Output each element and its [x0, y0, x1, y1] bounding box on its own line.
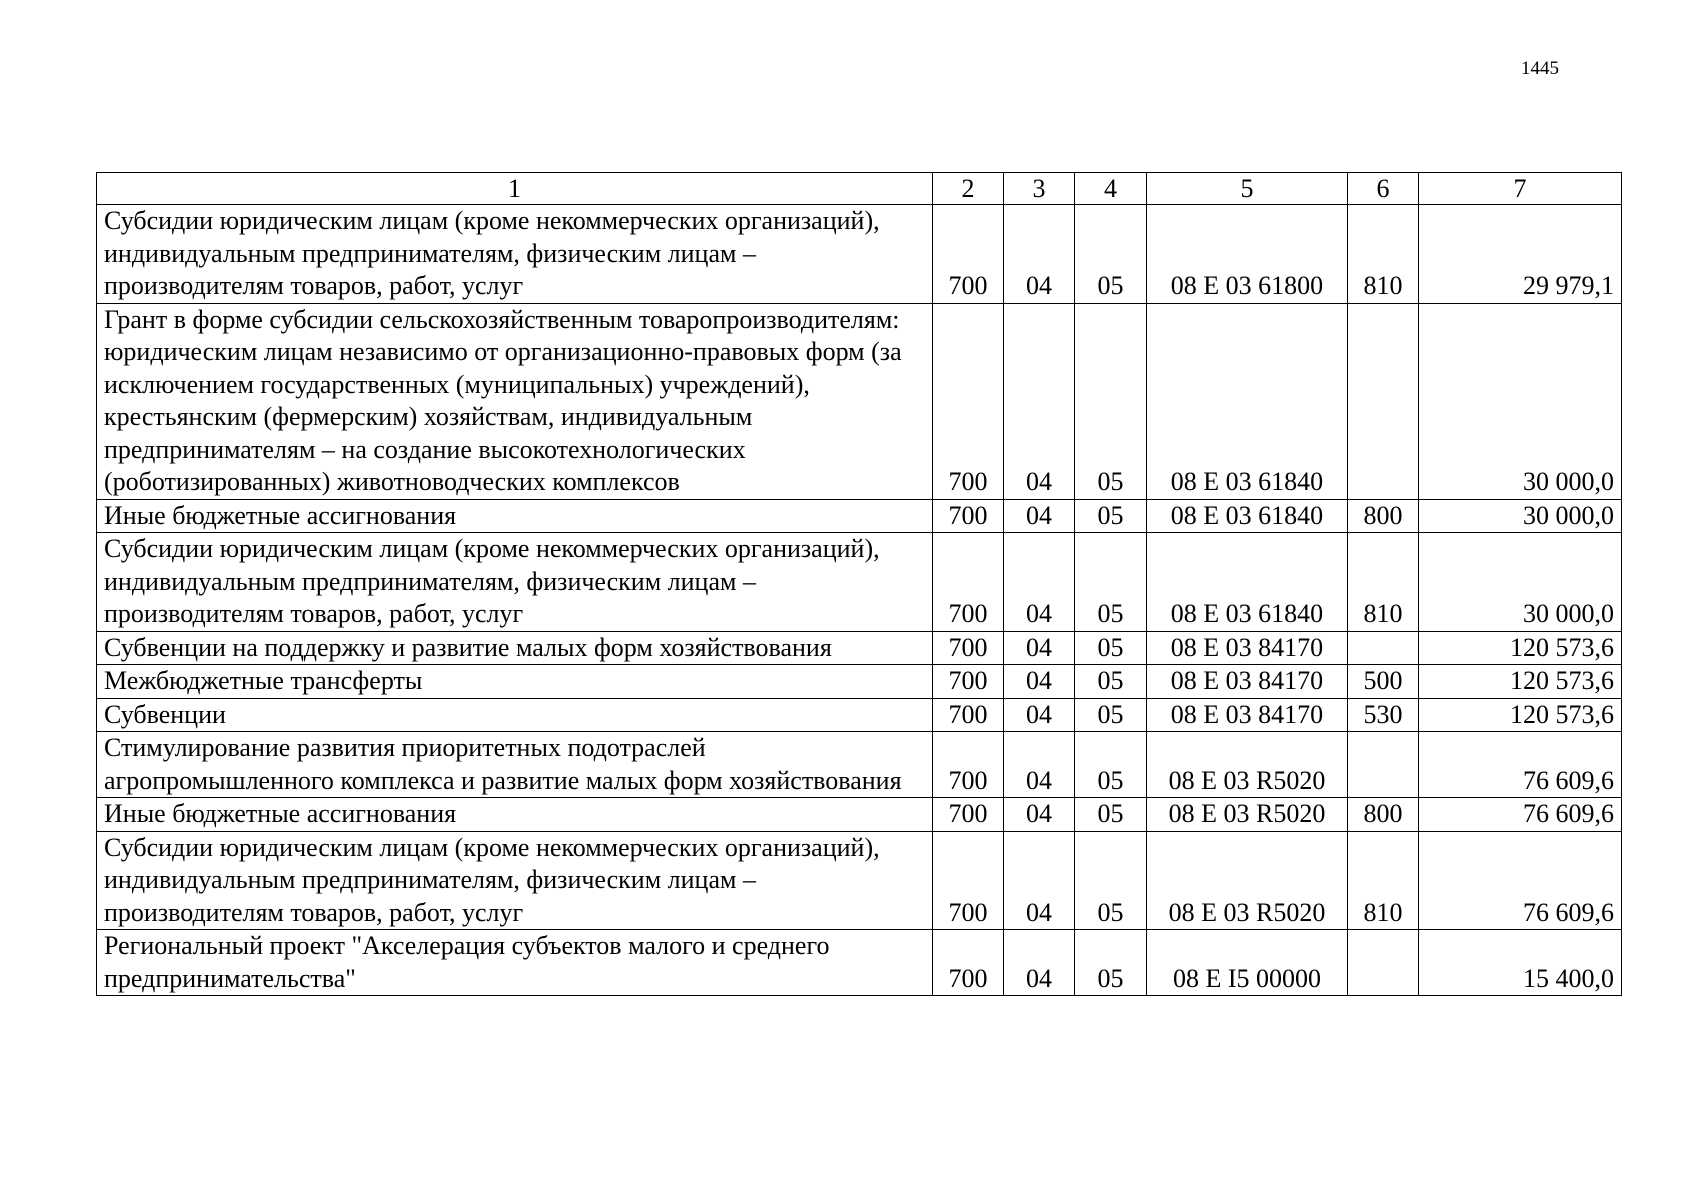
cell-col5: 08 Е 03 61800: [1147, 205, 1348, 304]
cell-col5: 08 Е 03 61840: [1147, 303, 1348, 499]
table-row: [97, 665, 1622, 699]
cell-col4: 05: [1075, 732, 1147, 798]
cell-col3: 04: [1004, 499, 1075, 533]
cell-col3: 04: [1004, 665, 1075, 699]
cell-amount: 30 000,0: [1419, 533, 1622, 632]
cell-col3: 04: [1004, 732, 1075, 798]
cell-col4: 05: [1075, 930, 1147, 996]
column-header-4: 4: [1075, 173, 1147, 205]
cell-col3: 04: [1004, 303, 1075, 499]
budget-table: [96, 172, 1622, 996]
cell-col5: 08 Е 03 61840: [1147, 533, 1348, 632]
cell-col6: 810: [1348, 831, 1419, 930]
cell-col4: 05: [1075, 499, 1147, 533]
cell-col2: 700: [933, 732, 1004, 798]
cell-col3: 04: [1004, 698, 1075, 732]
cell-col2: 700: [933, 798, 1004, 832]
row-name: Субсидии юридическим лицам (кроме некоммерческих организаций), индивидуальным предпринимателям, физическим лицам – производителям товаров, работ, услуг: [97, 533, 933, 632]
cell-col5: 08 Е I5 00000: [1147, 930, 1348, 996]
cell-col4: 05: [1075, 631, 1147, 665]
column-header-1: 1: [97, 173, 933, 205]
cell-col6: 530: [1348, 698, 1419, 732]
table-row: [97, 631, 1622, 665]
cell-col2: 700: [933, 205, 1004, 304]
cell-col2: 700: [933, 631, 1004, 665]
column-header-5: 5: [1147, 173, 1348, 205]
cell-col4: 05: [1075, 831, 1147, 930]
table-header-row: [97, 173, 1622, 205]
cell-amount: 76 609,6: [1419, 798, 1622, 832]
cell-col2: 700: [933, 930, 1004, 996]
cell-col4: 05: [1075, 798, 1147, 832]
cell-col5: 08 Е 03 84170: [1147, 698, 1348, 732]
cell-amount: 76 609,6: [1419, 732, 1622, 798]
table-row: [97, 831, 1622, 930]
cell-col5: 08 Е 03 R5020: [1147, 798, 1348, 832]
cell-col4: 05: [1075, 665, 1147, 699]
cell-col2: 700: [933, 665, 1004, 699]
cell-col6: 800: [1348, 499, 1419, 533]
cell-amount: 30 000,0: [1419, 499, 1622, 533]
cell-col6: [1348, 930, 1419, 996]
table-row: [97, 698, 1622, 732]
cell-col5: 08 Е 03 R5020: [1147, 831, 1348, 930]
cell-amount: 15 400,0: [1419, 930, 1622, 996]
row-name: Межбюджетные трансферты: [97, 665, 933, 699]
cell-col5: 08 Е 03 R5020: [1147, 732, 1348, 798]
cell-col2: 700: [933, 303, 1004, 499]
table-row: [97, 205, 1622, 304]
column-header-2: 2: [933, 173, 1004, 205]
row-name: Иные бюджетные ассигнования: [97, 798, 933, 832]
cell-amount: 30 000,0: [1419, 303, 1622, 499]
column-header-6: 6: [1348, 173, 1419, 205]
table-row: [97, 798, 1622, 832]
row-name: Субсидии юридическим лицам (кроме некоммерческих организаций), индивидуальным предпринимателям, физическим лицам – производителям товаров, работ, услуг: [97, 205, 933, 304]
row-name: Стимулирование развития приоритетных подотраслей агропромышленного комплекса и развитие малых форм хозяйствования: [97, 732, 933, 798]
cell-col3: 04: [1004, 831, 1075, 930]
row-name: Иные бюджетные ассигнования: [97, 499, 933, 533]
cell-col6: 500: [1348, 665, 1419, 699]
table-row: [97, 499, 1622, 533]
cell-col2: 700: [933, 831, 1004, 930]
cell-col4: 05: [1075, 205, 1147, 304]
cell-col4: 05: [1075, 533, 1147, 632]
cell-col3: 04: [1004, 631, 1075, 665]
page-number: 1445: [1521, 58, 1559, 79]
cell-col5: 08 Е 03 84170: [1147, 665, 1348, 699]
cell-col2: 700: [933, 499, 1004, 533]
cell-col6: 810: [1348, 533, 1419, 632]
table-row: [97, 732, 1622, 798]
column-header-3: 3: [1004, 173, 1075, 205]
table-row: [97, 930, 1622, 996]
cell-col3: 04: [1004, 798, 1075, 832]
cell-col3: 04: [1004, 930, 1075, 996]
cell-col3: 04: [1004, 205, 1075, 304]
cell-amount: 76 609,6: [1419, 831, 1622, 930]
cell-amount: 120 573,6: [1419, 631, 1622, 665]
table-row: [97, 533, 1622, 632]
row-name: Региональный проект "Акселерация субъектов малого и среднего предпринимательства": [97, 930, 933, 996]
cell-col4: 05: [1075, 698, 1147, 732]
cell-amount: 120 573,6: [1419, 698, 1622, 732]
row-name: Субсидии юридическим лицам (кроме некоммерческих организаций), индивидуальным предпринимателям, физическим лицам – производителям товаров, работ, услуг: [97, 831, 933, 930]
cell-col6: 800: [1348, 798, 1419, 832]
cell-col5: 08 Е 03 84170: [1147, 631, 1348, 665]
cell-col2: 700: [933, 533, 1004, 632]
table-row: [97, 303, 1622, 499]
cell-amount: 120 573,6: [1419, 665, 1622, 699]
row-name: Субвенции на поддержку и развитие малых форм хозяйствования: [97, 631, 933, 665]
cell-col6: 810: [1348, 205, 1419, 304]
cell-col6: [1348, 303, 1419, 499]
cell-col5: 08 Е 03 61840: [1147, 499, 1348, 533]
cell-col4: 05: [1075, 303, 1147, 499]
cell-col6: [1348, 732, 1419, 798]
cell-col6: [1348, 631, 1419, 665]
column-header-7: 7: [1419, 173, 1622, 205]
cell-amount: 29 979,1: [1419, 205, 1622, 304]
cell-col3: 04: [1004, 533, 1075, 632]
row-name: Грант в форме субсидии сельскохозяйственным товаропроизводителям: юридическим лицам независимо от организационно-правовых форм (за исключением государственных (муниципальных) учреждений), крестьянским (фермерским) хозяйствам, индивидуальным предпринимателям – на создание высокотехнологических (роботизированных) животноводческих комплексов: [97, 303, 933, 499]
cell-col2: 700: [933, 698, 1004, 732]
row-name: Субвенции: [97, 698, 933, 732]
